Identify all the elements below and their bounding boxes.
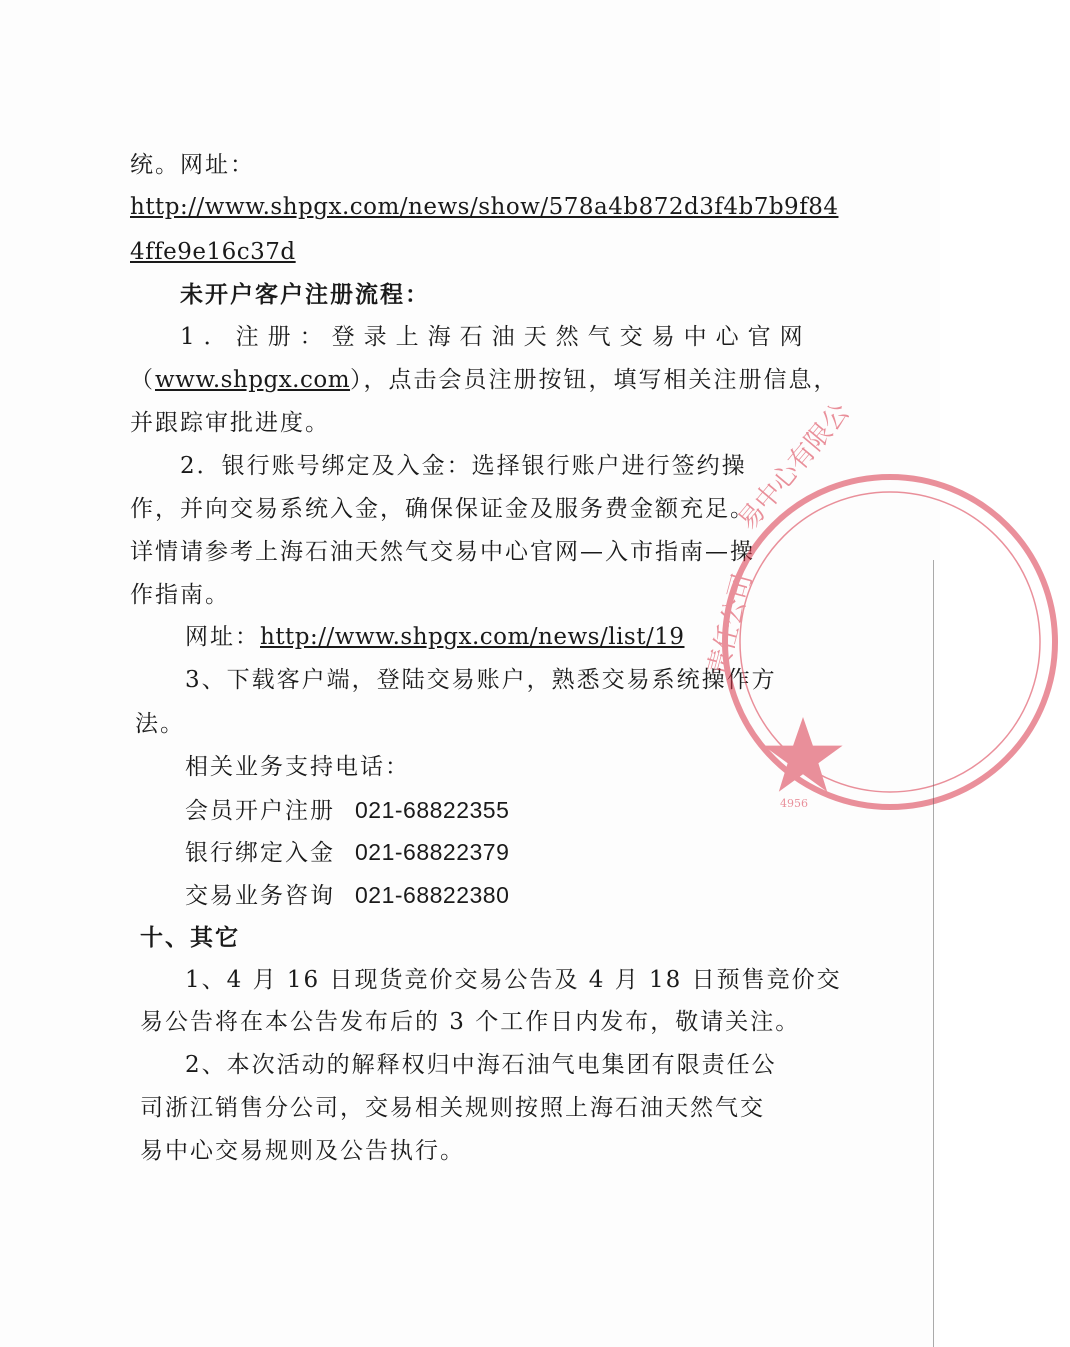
phone-number: 021-68822355: [355, 797, 510, 823]
other1-line2: 易公告将在本公告发布后的 3 个工作日内发布，敬请关注。: [140, 1009, 801, 1035]
support-heading: 相关业务支持电话：: [185, 754, 410, 780]
phone-row: [185, 795, 509, 826]
seal-number: 4956: [780, 797, 808, 810]
step3-line1: 3、下载客户端，登陆交易账户，熟悉交易系统操作方: [185, 667, 777, 693]
company-seal-stamp: [702, 397, 1070, 822]
seal-outer-ring: [725, 477, 1055, 807]
phone-label: 交易业务咨询: [185, 883, 335, 909]
other1-line1: 1、4 月 16 日现货竞价交易公告及 4 月 18 日预售竞价交: [185, 967, 842, 993]
step2-line2: 作，并向交易系统入金，确保保证金及服务费金额充足。: [130, 496, 755, 522]
other2-line2: 司浙江销售分公司，交易相关规则按照上海石油天然气交: [140, 1095, 765, 1121]
url2-row: [185, 622, 684, 652]
step1-rest: ），点击会员注册按钮，填写相关注册信息，: [350, 367, 839, 393]
step2-line3: 详情请参考上海石油天然气交易中心官网—入市指南—操: [130, 539, 755, 565]
step1-line2: [130, 365, 839, 395]
paren: （: [130, 367, 155, 393]
phone-row: [185, 880, 509, 911]
seal-text-bottom: 责任公司: [702, 570, 759, 679]
step2-line1: 2．银行账号绑定及入金：选择银行账户进行签约操: [180, 453, 747, 479]
seal-text-top: 易中心有限公: [732, 397, 856, 537]
phone-number: 021-68822380: [355, 882, 510, 908]
phone-row: [185, 837, 509, 868]
step2-line4: 作指南。: [130, 582, 230, 608]
url-news-show-part1[interactable]: http://www.shpgx.com/news/show/578a4b872d3f4b7b9f84: [130, 194, 839, 220]
step3-line2: 法。: [135, 711, 185, 737]
url-news-show-part2[interactable]: 4ffe9e16c37d: [130, 239, 296, 265]
other2-line3: 易中心交易规则及公告执行。: [140, 1138, 465, 1164]
section10-heading: 十、其它: [140, 924, 240, 951]
unregistered-heading: 未开户客户注册流程：: [180, 281, 430, 308]
url-news-list[interactable]: http://www.shpgx.com/news/list/19: [260, 624, 685, 650]
step1-line3: 并跟踪审批进度。: [130, 410, 330, 436]
phone-label: 银行绑定入金: [185, 840, 335, 866]
phone-number: 021-68822379: [355, 839, 510, 865]
url2-label: 网址：: [185, 624, 260, 650]
phone-label: 会员开户注册: [185, 798, 335, 824]
url-link[interactable]: [130, 237, 296, 267]
scan-edge-line: [933, 560, 934, 1347]
url-link[interactable]: [130, 192, 838, 222]
step1-line1: 1．注册：登录上海石油天然气交易中心官网: [180, 324, 812, 350]
url-shpgx-home[interactable]: www.shpgx.com: [155, 367, 351, 393]
text-line: 统。网址：: [130, 152, 255, 178]
other2-line1: 2、本次活动的解释权归中海石油气电集团有限责任公: [185, 1052, 777, 1078]
